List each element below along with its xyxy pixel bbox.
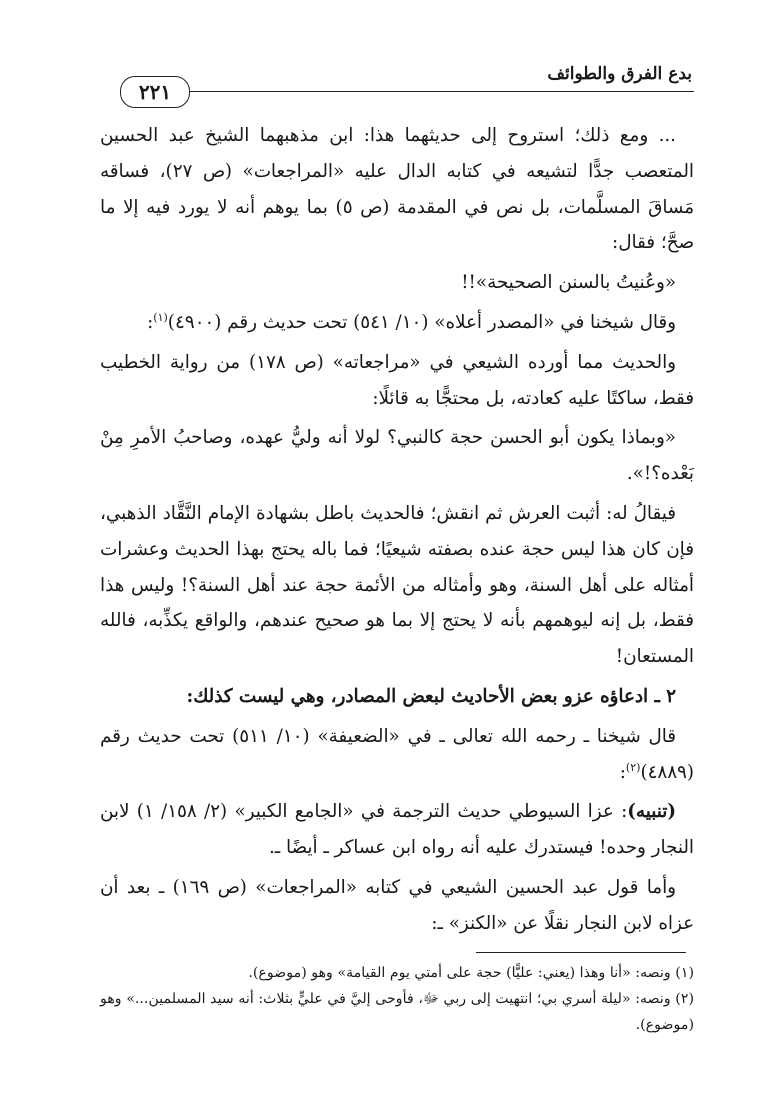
main-text — [100, 118, 694, 946]
footnote-ref[interactable]: (١) — [153, 310, 168, 324]
paragraph-text: قال شيخنا ـ رحمه الله تعالى ـ في «الضعيفة» (١٠/ ٥١١) تحت حديث رقم (٤٨٨٩) — [100, 725, 694, 783]
paragraph-text: : عزا السيوطي حديث الترجمة في «الجامع الكبير» (٢/ ١٥٨/ ١) لابن النجار وحده! فيستدرك عليه أنه رواه ابن عساكر ـ أيضًا ـ. — [100, 801, 694, 859]
paragraph: فيقالُ له: أثبت العرش ثم انقش؛ فالحديث باطل بشهادة الإمام النَّقَّاد الذهبي، فإن كان هذا ليس حجة عنده بصفته شيعيًا؛ فما باله يحتج بهذا الحديث وعشرات أمثاله على أهل السنة، وهو وأمثاله من الأئمة حجة عند أهل السنة؟! وليس هذا فقط، بل إنه ليوهمهم بأنه لا يحتج إلا بما هو صحيح عندهم، والواقع يكذِّبه، فالله المستعان! — [100, 502, 694, 668]
note-label: (تنبيه) — [627, 801, 676, 823]
footnote-ref[interactable]: (٢) — [625, 760, 641, 774]
section-heading: ٢ ـ ادعاؤه عزو بعض الأحاديث لبعض المصادر، وهي ليست كذلك: — [186, 685, 676, 707]
paragraph-text: وقال شيخنا في «المصدر أعلاه» (١٠/ ٥٤١) تحت حديث رقم (٤٩٠٠) — [167, 311, 676, 333]
page-number: ٢٢١ — [120, 76, 190, 108]
quote-paragraph: «وعُنيتُ بالسنن الصحيحة»!! — [461, 272, 676, 294]
paragraph-end: : — [147, 311, 154, 333]
page-header — [0, 0, 760, 110]
paragraph: والحديث مما أورده الشيعي في «مراجعاته» (ص ١٧٨) من رواية الخطيب فقط، ساكتًا عليه كعادته، بل محتجًّا به قائلًا: — [100, 351, 694, 409]
paragraph — [100, 719, 694, 791]
paragraph: ... ومع ذلك؛ استروح إلى حديثهما هذا: ابن مذهبهما الشيخ عبد الحسين المتعصب جدًّا لتشيعه في كتابه الدال عليه «المراجعات» (ص ٢٧)، فساقه مَساقَ المسلَّمات، بل نص في المقدمة (ص ٥) بما يوهم أنه لا يورد فيه إلا ما صحَّ؛ فقال: — [100, 125, 694, 254]
paragraph — [100, 305, 694, 341]
header-rule — [188, 91, 694, 92]
footnotes — [100, 960, 694, 1038]
quote-paragraph: «وبماذا يكون أبو الحسن حجة كالنبي؟ لولا أنه وليُّ عهده، وصاحبُ الأمرِ مِنْ بَعْده؟!». — [100, 427, 694, 485]
paragraph — [100, 794, 694, 866]
footnote: (١) ونصه: «أنا وهذا (يعني: عليًّا) حجة على أمتي يوم القيامة» وهو (موضوع). — [248, 965, 694, 981]
book-title: بدع الفرق والطوائف — [547, 64, 692, 84]
footnote-rule — [476, 952, 686, 953]
footnote: (٢) ونصه: «ليلة أسري بي؛ انتهيت إلى ربي ﷻ، فأوحى إليَّ في عليٍّ بثلاث: أنه سيد المسلمين...» وهو (موضوع). — [100, 991, 694, 1033]
paragraph: وأما قول عبد الحسين الشيعي في كتابه «المراجعات» (ص ١٦٩) ـ بعد أن عزاه لابن النجار نقلًا عن «الكنز» ـ: — [100, 876, 694, 934]
paragraph-end: : — [619, 761, 626, 783]
